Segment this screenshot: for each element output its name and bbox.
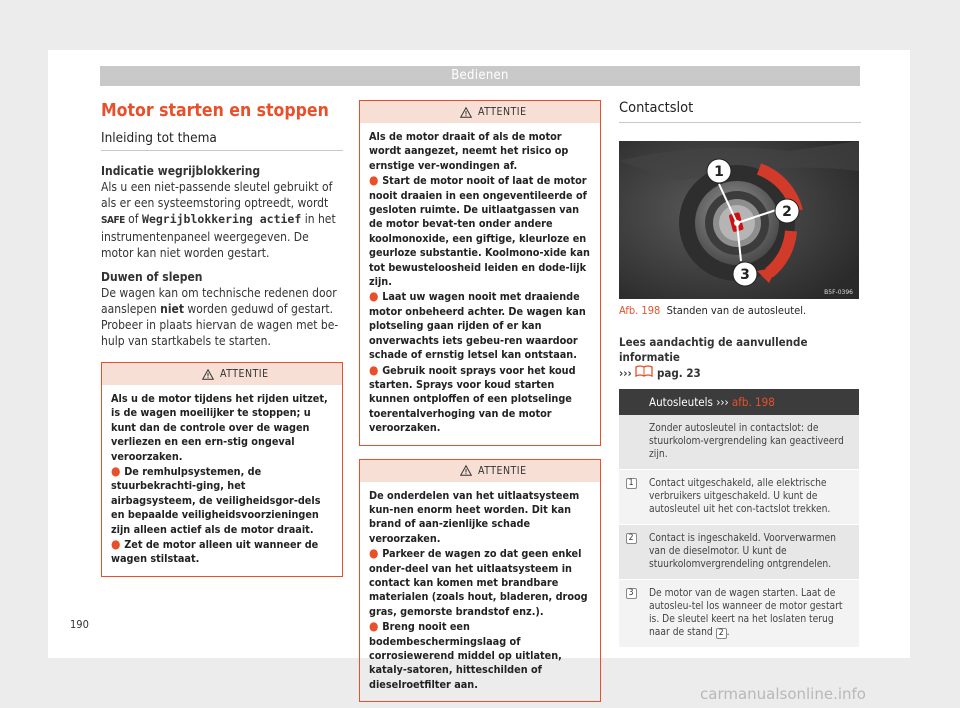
book-icon [635, 365, 653, 377]
page-number: 190 [70, 618, 89, 631]
position-badge: 1 [626, 478, 637, 489]
warning-header: ATTENTIE [360, 460, 600, 482]
additional-info-note: Lees aandachtig de aanvullende informatie ››› pag. 23 [619, 335, 808, 380]
warning-bullet: ● Gebruik nooit sprays voor het koud starten. Sprays voor koud starten kunnen ontploffen of een plotselinge toerentalverhoging van de motor veroorzaken. [369, 362, 576, 435]
column-middle [359, 100, 601, 702]
warning-bullet: ● Laat uw wagen nooit met draaiende motor onbeheerd achter. De wagen kan plotseling gaan rijden of er kan onverwachts iets gebeu-ren waardoor schade of ernstig letsel kan ontstaan. [369, 289, 586, 362]
position-badge: 2 [716, 628, 727, 639]
intro-text [101, 163, 343, 349]
safe-indicator-icon: SAFE [101, 215, 125, 226]
ignition-lock-illustration [619, 141, 859, 299]
warning-triangle-icon [202, 369, 214, 380]
warning-body: Als u de motor tijdens het rijden uitzet, is de wagen moeilijker te stoppen; u kunt dan de controle over de wagen verliezen en een ern-stig ongeval veroorzaken. ● De remhulpsystemen, de stuurbekrachti-ging, het airbagsysteem, de veiligheidsgor-dels en bepaalde veiligheidsvoorzieningen zijn alleen actief als de motor draait. ● Zet de motor alleen uit wanneer de wagen stilstaat. [102, 385, 342, 576]
table-cell-number [619, 415, 643, 469]
warning-body: De onderdelen van het uitlaatsysteem kun-nen enorm heet worden. Dit kan brand of aan-zienlijke schade veroorzaken. ● Parkeer de wagen zo dat geen enkel onder-deel van het uitlaatsysteem in contact kan komen met brandbare materialen (zoals hout, bladeren, droog gras, gemorste brandstof enz.). ● Breng nooit een bodembeschermingslaag of corrosiewerend middel op uitlaten, kataly-satoren, hitteschilden of dieselroetfilter aan. [360, 482, 600, 702]
warning-header: ATTENTIE [102, 363, 342, 385]
position-badge: 3 [626, 588, 637, 599]
warning-bullet: ● Zet de motor alleen uit wanneer de wagen stilstaat. [111, 537, 319, 566]
figure-reference-link[interactable]: afb. 198 [731, 395, 775, 409]
display-message: Wegrijblokkering actief [142, 212, 302, 226]
table-row [619, 415, 859, 470]
section-header: Bedienen [100, 66, 860, 86]
table-cell-number [619, 470, 643, 524]
table-cell-text: Contact is ingeschakeld. Voorverwarmen van de dieselmotor. U kunt de stuurkolomvergrendeling ontgrendelen. [649, 533, 836, 570]
heading-immobilizer: Indicatie wegrijblokkering [101, 164, 261, 178]
page-reference-link[interactable]: pag. 23 [657, 366, 701, 380]
figure-label-1: 1 [714, 164, 724, 180]
warning-box-running-engine [359, 100, 601, 446]
column-right [619, 100, 861, 648]
warning-triangle-icon [460, 107, 472, 118]
position-badge: 2 [626, 533, 637, 544]
warning-bullet: ● De remhulpsystemen, de stuurbekrachti-ging, het airbagsysteem, de veiligheidsgor-dels en bepaalde veiligheidsvoorzieningen zijn alleen actief als de motor draait. [111, 464, 321, 536]
table-cell-text: De motor van de wagen starten. Laat de autosleu-tel los wanneer de motor gestart is. De sleutel keert na het loslaten terug naar de stand 2 . [649, 588, 843, 638]
table-cell-text: Contact uitgeschakeld, alle elektrische verbruikers uitgeschakeld. U kunt de autosleutel uit het con-tactslot trekken. [649, 478, 831, 515]
figure-code: B5F-0396 [824, 289, 853, 296]
warning-box-exhaust [359, 459, 601, 703]
table-row [619, 580, 859, 648]
paragraph-tow: De wagen kan om technische redenen door aanslepen niet worden geduwd of gestart. Probeer in plaats hiervan de wagen met be-hulp van startkabels te starten. [101, 286, 339, 348]
figure-label-3: 3 [740, 267, 750, 283]
section-subtitle: Inleiding tot thema [101, 130, 343, 151]
table-cell-number [619, 580, 643, 647]
table-cell-number [619, 525, 643, 579]
paragraph-immobilizer: Als u een niet-passende sleutel gebruikt of als er een systeemstoring optreedt, wordt SAFE of Wegrijblokkering actief in het instrumentenpaneel weergegeven. De motor kan niet worden gestart. [101, 180, 336, 260]
table-header: Autosleutels ››› afb. 198 [619, 389, 859, 415]
table-row [619, 525, 859, 580]
figure-caption: Afb. 198 Standen van de autosleutel. [619, 304, 807, 317]
warning-bullet: ● Start de motor nooit of laat de motor nooit draaien in een ongeventileerde of gesloten ruimte. De uitlaatgassen van de motor bevat-ten onder andere koolmonoxide, een giftige, kleurloze en geurloze substantie. Koolmono-xide kan tot bewusteloosheid leiden en dode-lijk zijn. [369, 173, 590, 289]
warning-box-engine-off [101, 362, 343, 577]
warning-triangle-icon [460, 465, 472, 476]
section-title-ignition: Contactslot [619, 100, 861, 123]
page-title: Motor starten en stoppen [101, 101, 329, 121]
column-left [101, 100, 343, 577]
warning-body: Als de motor draait of als de motor wordt aangezet, neemt het risico op ernstige ver-wondingen af. ● Start de motor nooit of laat de motor nooit draaien in een ongeventileerde of gesloten ruimte. De uitlaatgassen van de motor bevat-ten onder andere koolmonoxide, een giftige, kleurloze en geurloze substantie. Koolmono-xide kan tot bewusteloosheid leiden en dode-lijk zijn. ● Laat uw wagen nooit met draaiende motor onbeheerd achter. De wagen kan plotseling gaan rijden of er kan onverwachts iets gebeu-ren waardoor schade of ernstig letsel kan ontstaan. ● Gebruik nooit sprays voor het koud starten. Sprays voor koud starten kunnen ontploffen of een plotselinge toerentalverhoging van de motor veroorzaken. [369, 130, 590, 435]
watermark: carmanualsonline.info [700, 685, 866, 703]
key-positions-table [619, 389, 859, 648]
table-cell-text: Zonder autosleutel in contactslot: de stuurkolom-vergrendeling kan geactiveerd zijn. [649, 423, 844, 460]
figure-label-2: 2 [782, 204, 792, 220]
warning-bullet: ● Parkeer de wagen zo dat geen enkel onder-deel van het uitlaatsysteem in contact kan komen met brandbare materialen (zoals hout, bladeren, droog gras, gemorste brandstof enz.). [369, 546, 588, 618]
table-row [619, 470, 859, 525]
figure-ignition-lock [619, 141, 859, 299]
warning-header: ATTENTIE [360, 101, 600, 123]
heading-tow: Duwen of slepen [101, 270, 203, 284]
warning-bullet: ● Breng nooit een bodembeschermingslaag of corrosiewerend middel op uitlaten, kataly-satoren, hitteschilden of dieselroetfilter aan. [369, 619, 562, 691]
